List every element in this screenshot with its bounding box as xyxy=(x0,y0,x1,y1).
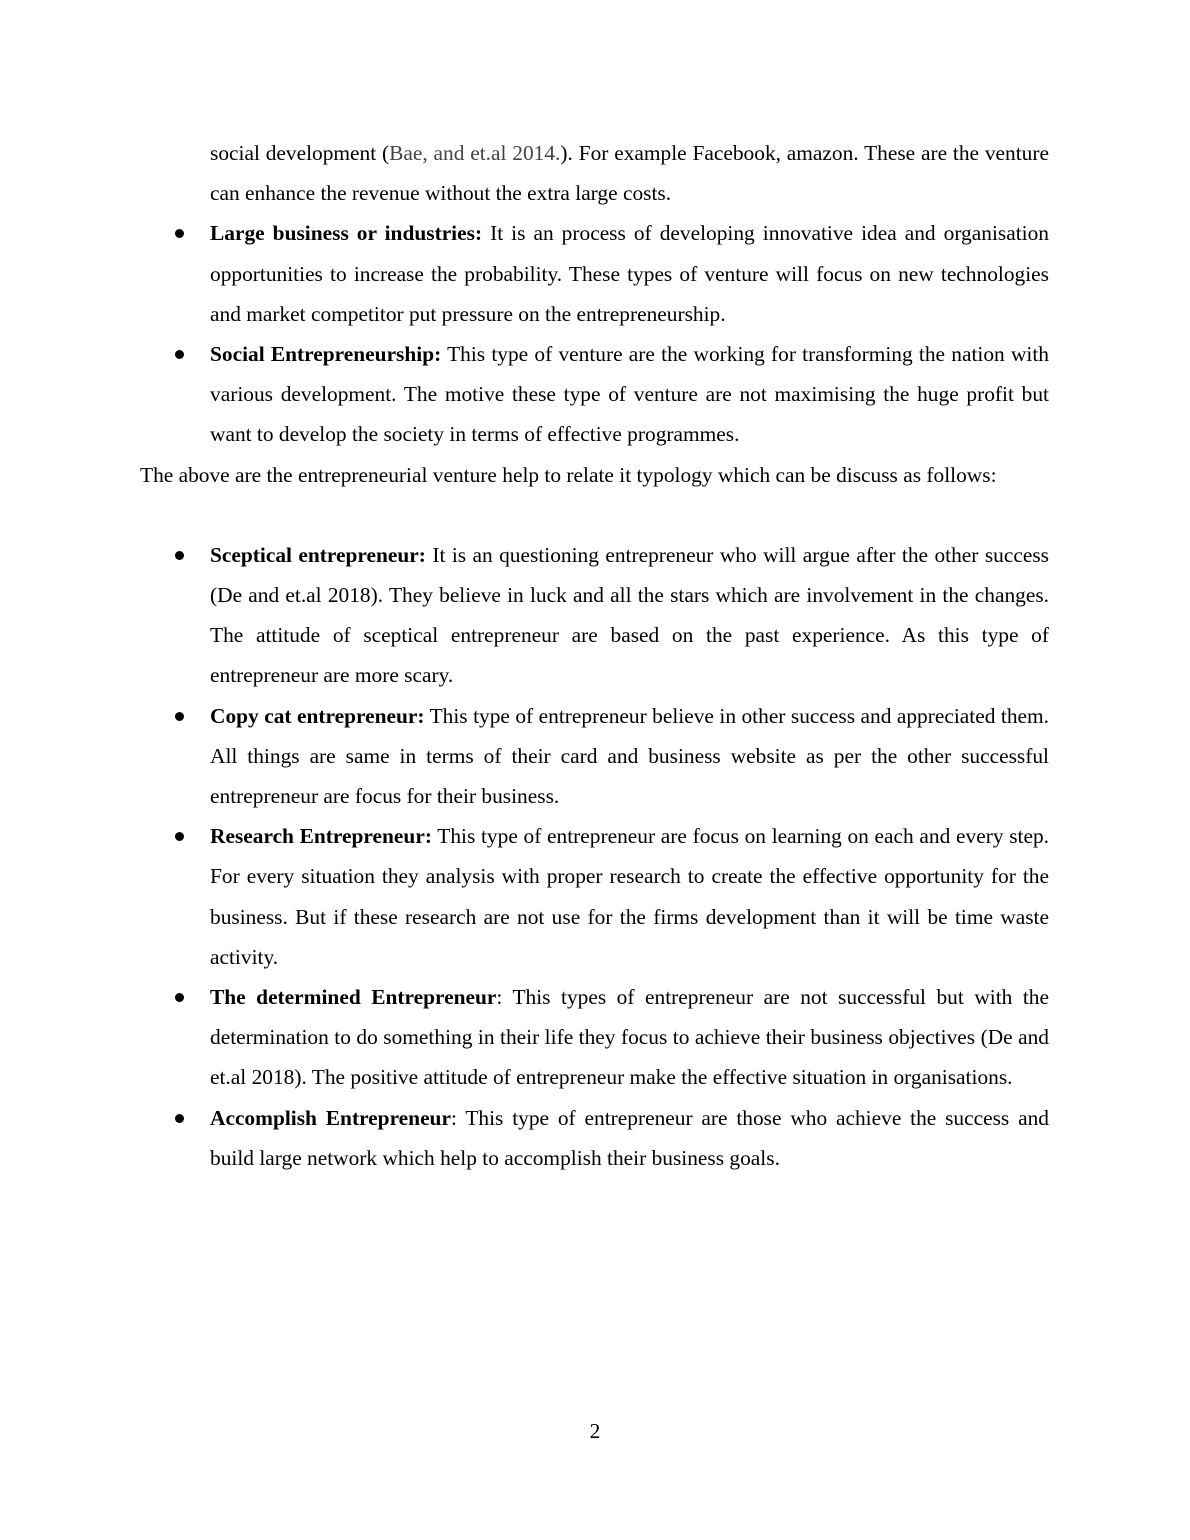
page-content xyxy=(140,133,1049,1178)
bullet-icon xyxy=(175,229,184,238)
item-text: This type of venture are the working for transforming the nation with various development. The motive these type of venture are not maximising the huge profit but want to develop the society in terms of effective programmes. xyxy=(210,342,1049,447)
typology-list xyxy=(140,535,1049,1178)
continued-paragraph xyxy=(210,133,1049,213)
list-item xyxy=(140,816,1049,977)
list-item xyxy=(140,535,1049,696)
item-text: This type of entrepreneur are focus on learning on each and every step. For every situation they analysis with proper research to create the effective opportunity for the business. But if these research are not use for the firms development than it will be time waste activity. xyxy=(210,824,1050,969)
item-text: : This type of entrepreneur are those who achieve the success and build large network which help to accomplish their business goals. xyxy=(210,1105,1049,1170)
bullet-icon xyxy=(175,551,184,560)
paragraph-text: social development ( xyxy=(210,141,390,165)
item-title: Accomplish Entrepreneur xyxy=(210,1105,451,1130)
list-item xyxy=(140,334,1049,455)
intro-paragraph: The above are the entrepreneurial venture help to relate it typology which can be discuss as follows: xyxy=(140,462,997,487)
item-text: : This types of entrepreneur are not successful but with the determination to do something in their life they focus to achieve their business objectives (De and et.al 2018). The positive attitude of entrepreneur make the effective situation in organisations. xyxy=(210,985,1049,1090)
citation: Bae, and et.al 2014. xyxy=(389,141,561,165)
bullet-icon xyxy=(175,993,184,1002)
item-text: It is an questioning entrepreneur who will argue after the other success (De and et.al 2018). They believe in luck and all the stars which are involvement in the changes. The attitude of sceptical entrepreneur are based on the past experience. As this type of entrepreneur are more scary. xyxy=(210,542,1049,688)
item-title: Copy cat entrepreneur: xyxy=(210,703,425,728)
venture-types-list xyxy=(140,213,1049,454)
list-item xyxy=(140,977,1049,1098)
list-item xyxy=(140,213,1049,334)
item-title: Sceptical entrepreneur: xyxy=(210,542,426,567)
item-title: Large business or industries: xyxy=(210,221,483,246)
bullet-icon xyxy=(175,1114,184,1123)
item-title: Social Entrepreneurship: xyxy=(210,342,442,367)
blank-line xyxy=(140,495,1049,535)
page-number: 2 xyxy=(589,1419,601,1443)
paragraph-text: ). For example Facebook, amazon. These are the venture can enhance the revenue without the extra large costs. xyxy=(210,141,1049,206)
list-item xyxy=(140,1098,1049,1178)
item-title: The determined Entrepreneur xyxy=(210,985,497,1010)
item-title: Research Entrepreneur: xyxy=(210,824,432,849)
bullet-icon xyxy=(175,712,184,721)
item-text: This type of entrepreneur believe in other success and appreciated them. All things are same in terms of their card and business website as per the other successful entrepreneur are focus for their business. xyxy=(210,703,1049,809)
bullet-icon xyxy=(175,832,184,841)
item-text: It is an process of developing innovative idea and organisation opportunities to increase the probability. These types of venture will focus on new technologies and market competitor put pressure on the entrepreneurship. xyxy=(210,221,1049,326)
bullet-icon xyxy=(175,350,184,359)
list-item xyxy=(140,696,1049,817)
